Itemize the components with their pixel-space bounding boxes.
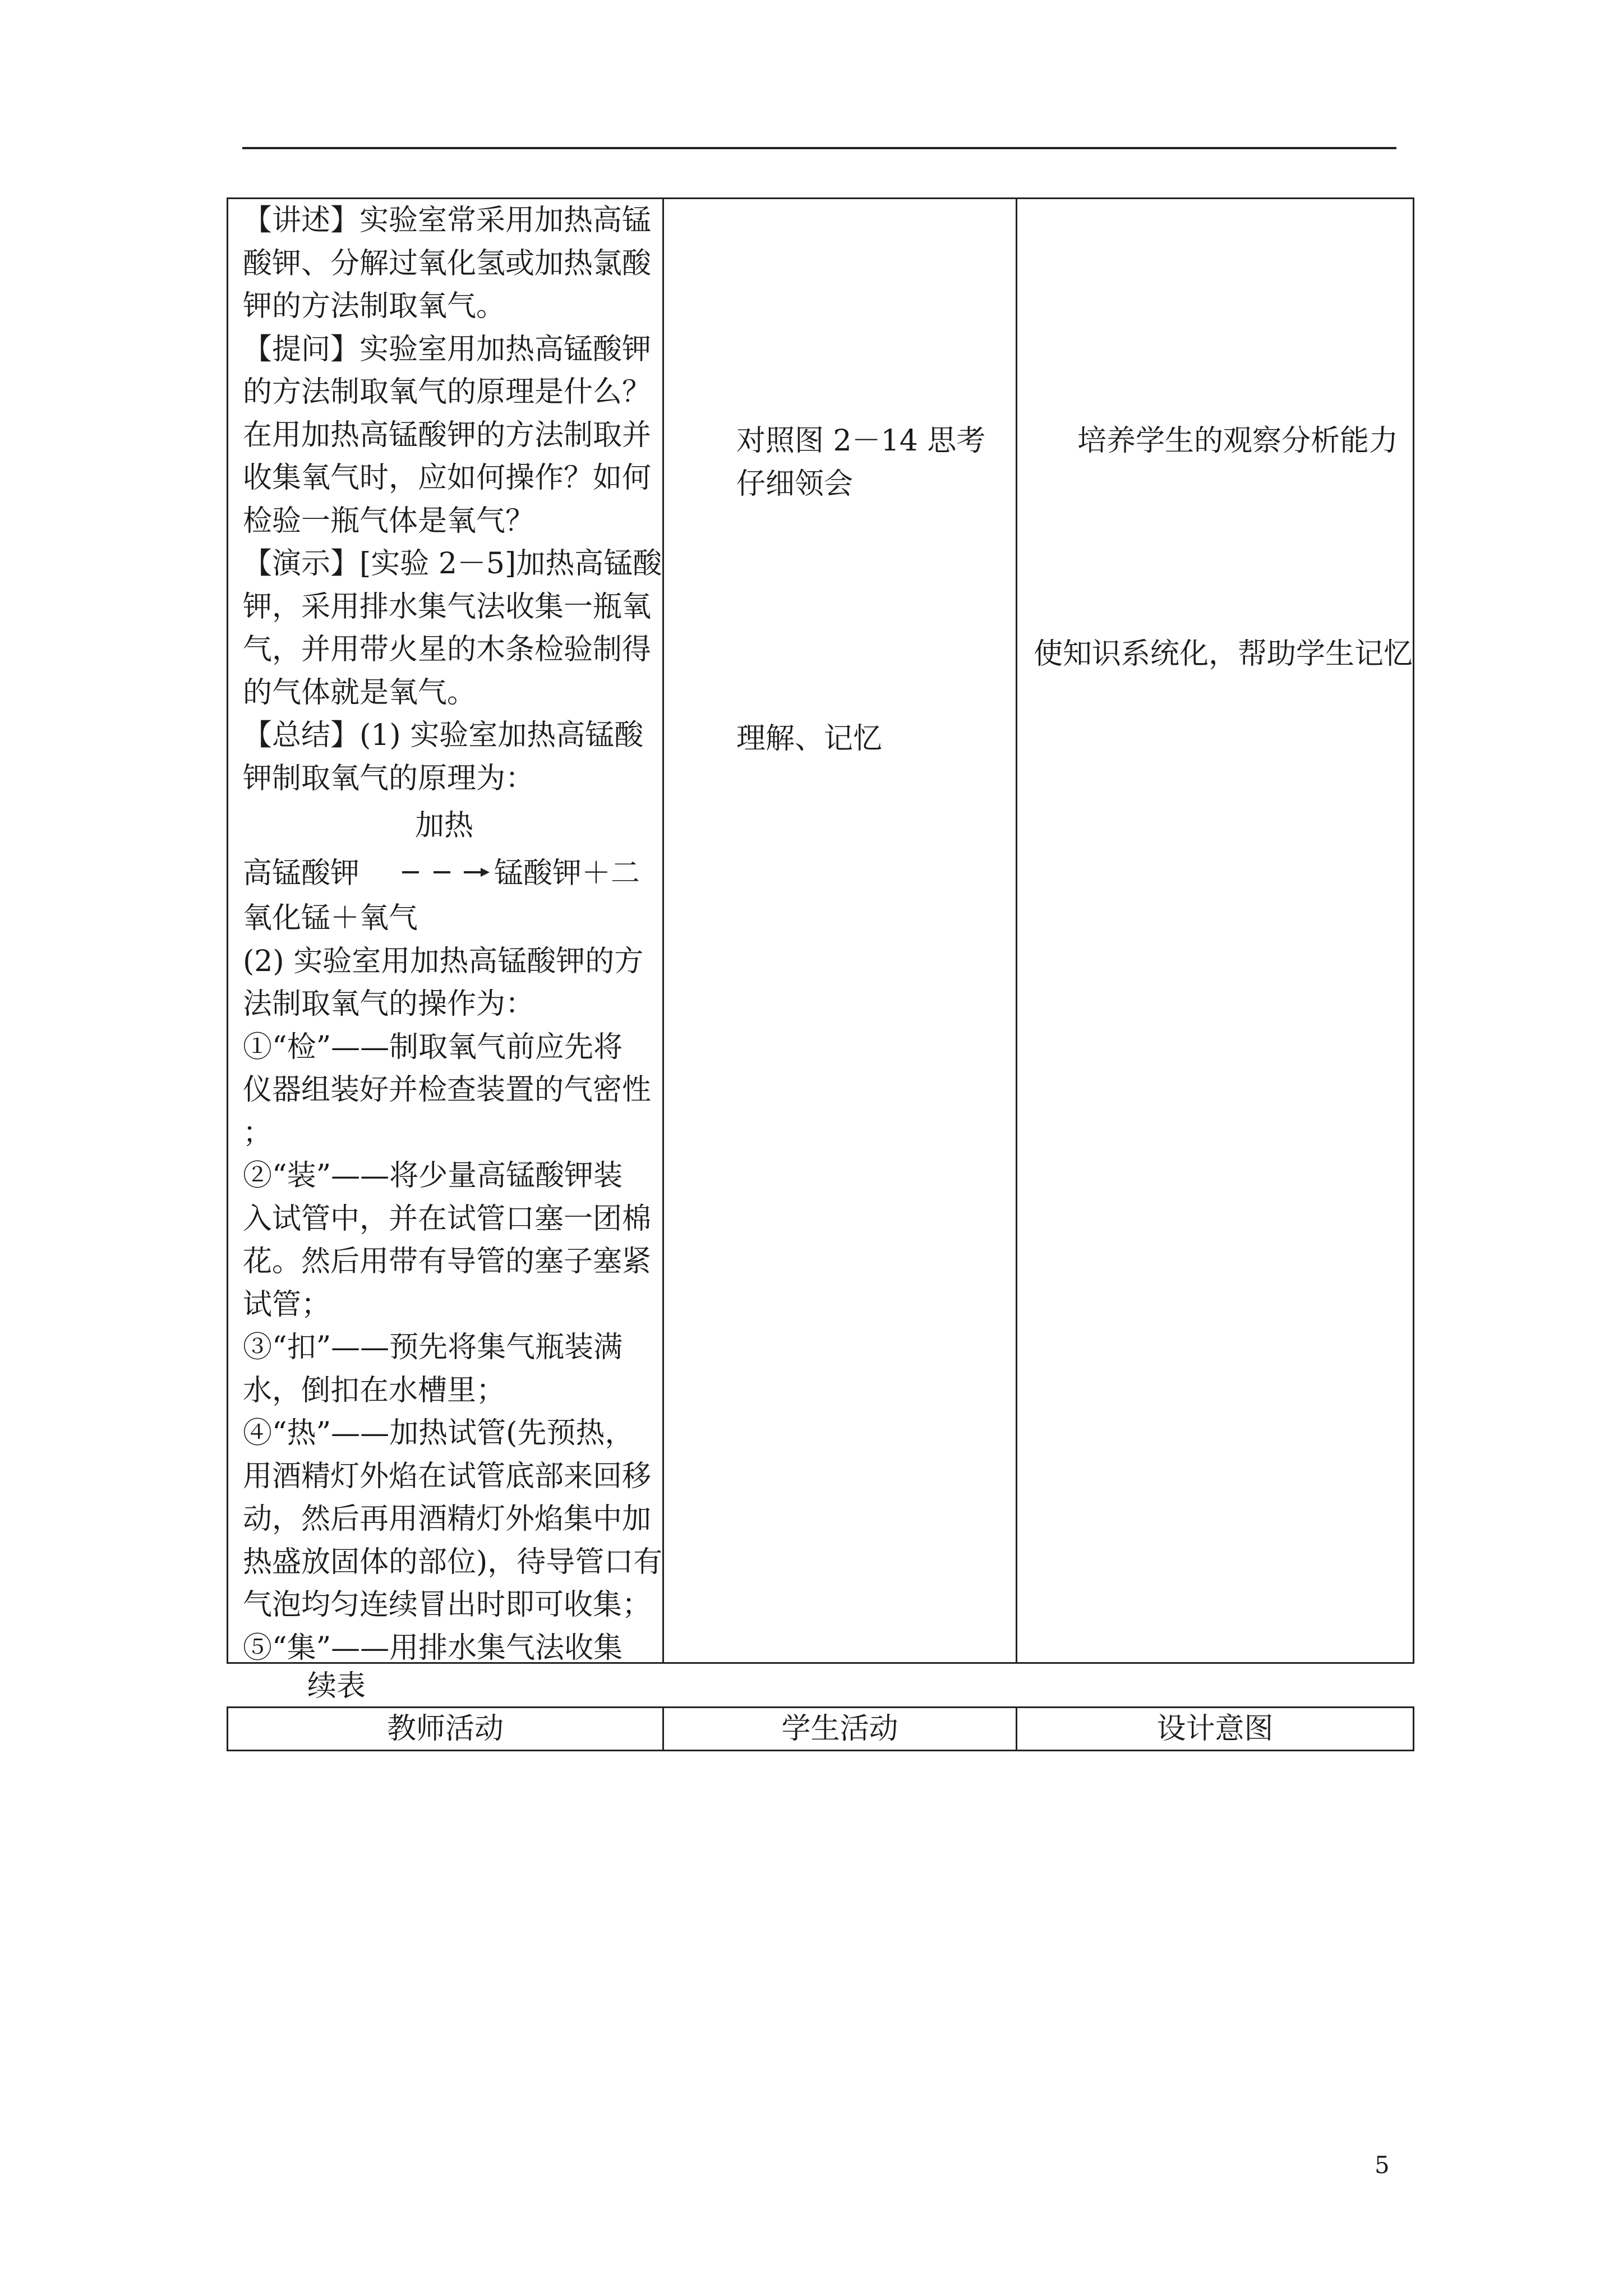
- text-line: ④“热”——加热试管(先预热，: [243, 1416, 634, 1450]
- text-line: ⑤“集”——用排水集气法收集: [243, 1631, 623, 1665]
- text-line: 钾，采用排水集气法收集一瓶氧: [243, 590, 652, 624]
- lesson-table: [227, 197, 1414, 1664]
- header-teacher-activity: 教师活动: [386, 1712, 504, 1746]
- text-line: 法制取氧气的操作为：: [243, 987, 535, 1021]
- text-line: 钾制取氧气的原理为：: [243, 761, 535, 795]
- text-line: ①“检”——制取氧气前应先将: [243, 1030, 623, 1064]
- text-line: 动，然后再用酒精灯外焰集中加: [243, 1502, 652, 1536]
- page-number: 5: [1375, 2151, 1390, 2179]
- continued-table-header: [227, 1706, 1414, 1751]
- text-line: 在用加热高锰酸钾的方法制取并: [243, 418, 652, 452]
- text-line: 检验一瓶气体是氧气？: [243, 504, 535, 538]
- equation-condition: 加热: [415, 809, 474, 843]
- text-line: 氧化锰＋氧气: [243, 901, 418, 935]
- design-intent-note: 使知识系统化，帮助学生记忆: [1034, 637, 1413, 671]
- text-line: 试管；: [243, 1287, 331, 1322]
- text-line: 【提问】实验室用加热高锰酸钾: [243, 332, 652, 366]
- student-activity-cell: [736, 420, 985, 505]
- header-student-activity: 学生活动: [781, 1712, 898, 1746]
- text-line: 气泡均匀连续冒出时即可收集；: [243, 1588, 652, 1622]
- text-line: 对照图 2－14 思考: [736, 424, 986, 458]
- text-line: 收集氧气时，应如何操作？如何: [243, 461, 652, 495]
- column-divider: [1016, 199, 1017, 1662]
- teacher-activity-cell: [243, 199, 663, 1669]
- text-line: ；: [243, 1116, 273, 1150]
- text-line: (2) 实验室用加热高锰酸钾的方: [243, 944, 644, 978]
- text-line: 入试管中，并在试管口塞一团棉: [243, 1202, 652, 1236]
- text-line: 用酒精灯外焰在试管底部来回移: [243, 1459, 652, 1493]
- header-design-intent: 设计意图: [1156, 1712, 1274, 1746]
- equation-products: 锰酸钾＋二: [494, 857, 640, 890]
- reaction-arrow-icon: [401, 861, 491, 884]
- text-line: ②“装”——将少量高锰酸钾装: [243, 1159, 623, 1193]
- text-line: 的方法制取氧气的原理是什么？: [243, 375, 652, 409]
- text-line: 热盛放固体的部位)，待导管口有: [243, 1545, 663, 1579]
- text-line: 【总结】(1) 实验室加热高锰酸: [243, 719, 644, 752]
- equation-reactant: 高锰酸钾: [243, 857, 360, 890]
- text-line: 【演示】[实验 2－5]加热高锰酸: [243, 547, 662, 581]
- text-line: 酸钾、分解过氧化氢或加热氯酸: [243, 246, 652, 280]
- text-line: 气，并用带火星的木条检验制得: [243, 633, 652, 666]
- column-divider: [662, 199, 664, 1662]
- text-line: 【讲述】实验室常采用加热高锰: [243, 204, 652, 237]
- reaction-equation: [243, 800, 658, 897]
- text-line: 钾的方法制取氧气。: [243, 289, 506, 323]
- text-line: ③“扣”——预先将集气瓶装满: [243, 1331, 623, 1364]
- student-activity-note: 理解、记忆: [736, 722, 883, 756]
- continued-label: 续表: [307, 1669, 366, 1703]
- text-line: 仔细领会: [736, 467, 854, 501]
- text-line: 的气体就是氧气。: [243, 675, 477, 710]
- text-line: 仪器组装好并检查装置的气密性: [243, 1073, 652, 1107]
- text-line: 水，倒扣在水槽里；: [243, 1373, 506, 1407]
- header-rule: [242, 147, 1396, 149]
- text-line: 花。然后用带有导管的塞子塞紧: [243, 1245, 652, 1278]
- design-intent-note: 培养学生的观察分析能力: [1077, 424, 1399, 458]
